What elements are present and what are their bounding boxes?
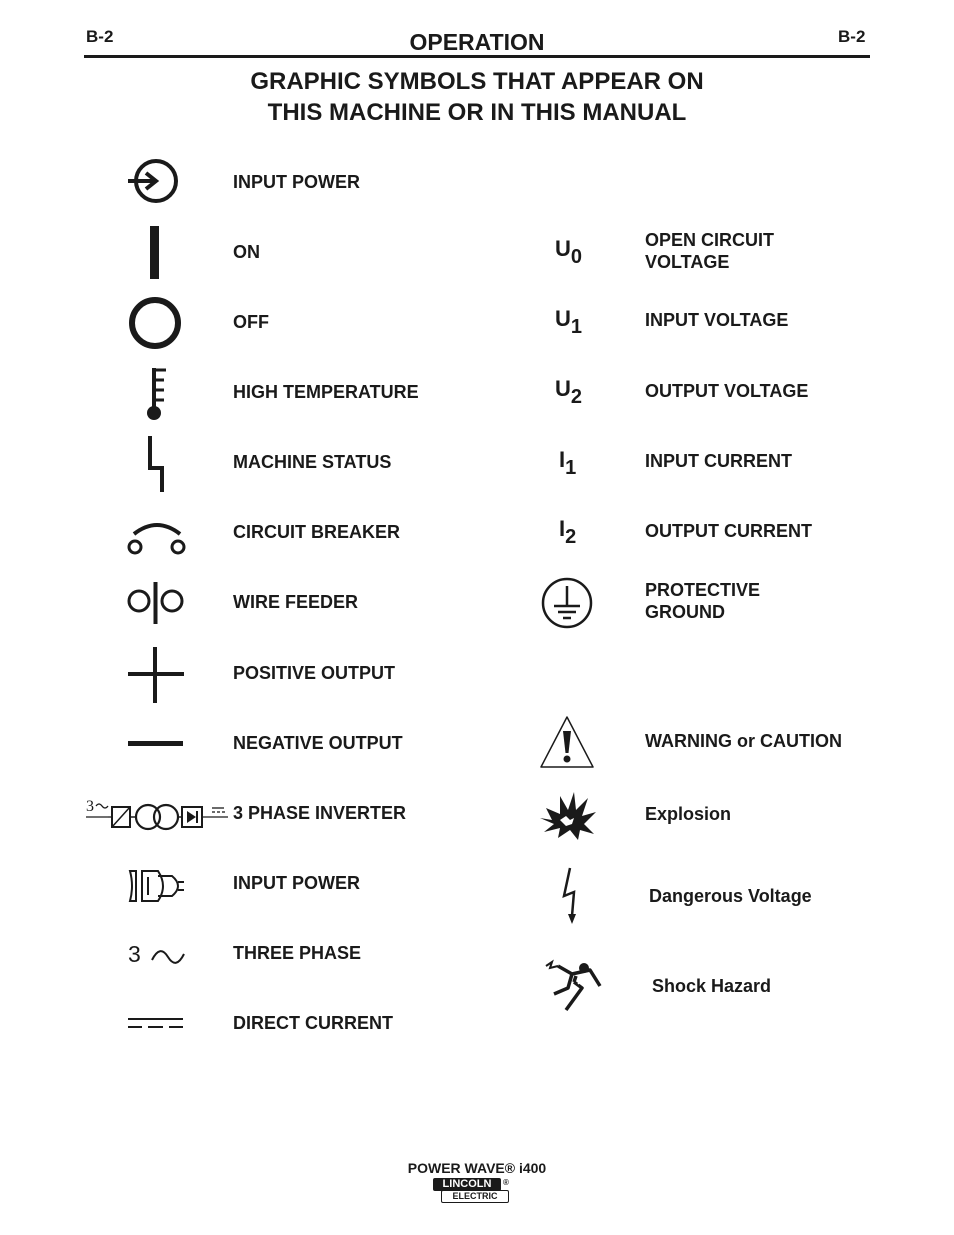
page-number-right: B-2 [838,27,866,46]
header-rule [84,55,870,58]
high-temperature-icon [142,366,172,422]
symbol-label: OUTPUT VOLTAGE [645,381,809,401]
symbol-label-line-2: GROUND [645,602,725,622]
symbol-label: 3 PHASE INVERTER [233,803,407,823]
symbol-label: Shock Hazard [652,976,772,996]
symbol-label: NEGATIVE OUTPUT [233,733,403,753]
symbol-letter: U [555,306,571,331]
three-phase-icon [126,940,190,972]
three-phase-inverter-icon [84,798,230,834]
symbol-subscript: 1 [565,457,577,479]
symbol-subscript: 2 [570,386,583,408]
symbol-label: MACHINE STATUS [233,452,392,472]
symbol-label: WIRE FEEDER [233,592,359,612]
symbol-letter: I [559,516,566,541]
input-current-symbol [559,449,576,479]
input-voltage-symbol [555,308,582,338]
explosion-icon [538,790,598,842]
symbol-label: INPUT POWER [233,873,361,893]
symbol-label: THREE PHASE [233,943,362,963]
product-name: POWER WAVE® i400 [407,1160,547,1176]
protective-ground-icon [540,576,594,630]
symbol-label: ON [233,242,260,262]
symbol-label: INPUT CURRENT [645,451,792,471]
direct-current-icon [128,1016,184,1030]
symbol-label: HIGH TEMPERATURE [233,382,419,402]
symbol-label: INPUT VOLTAGE [645,310,789,330]
symbol-label: Explosion [645,804,732,824]
logo-bottom-text: ELECTRIC [441,1190,509,1203]
shock-hazard-icon [544,958,604,1014]
symbol-label-line-2: VOLTAGE [645,252,730,272]
logo-top-text: LINCOLN [433,1178,501,1191]
circuit-breaker-icon [126,522,188,556]
symbol-label: OFF [233,312,269,332]
page-title [0,66,954,128]
symbol-label: WARNING or CAUTION [645,731,842,751]
output-current-symbol [559,518,576,548]
three-phase-inverter-glyph: 3 [86,798,94,815]
symbol-label [645,579,760,623]
page-number-left: B-2 [86,27,114,46]
symbol-label-line-1: PROTECTIVE [645,580,761,600]
warning-icon [538,714,596,770]
section-title: OPERATION [409,29,545,55]
symbol-letter: I [559,447,566,472]
symbol-subscript: 2 [565,526,577,548]
symbol-letter: U [555,376,571,401]
page-title-line-1: GRAPHIC SYMBOLS THAT APPEAR ON [250,68,704,95]
symbol-label: CIRCUIT BREAKER [233,522,401,542]
positive-output-icon [127,647,185,703]
lincoln-electric-logo [433,1178,511,1205]
symbol-label: DIRECT CURRENT [233,1013,393,1033]
negative-output-icon [128,740,184,748]
symbol-label-line-1: OPEN CIRCUIT [645,230,775,250]
three-phase-glyph: 3 [128,941,141,967]
symbol-label: OUTPUT CURRENT [645,521,812,541]
logo-registered-mark: ® [503,1178,509,1187]
open-circuit-voltage-symbol [555,238,582,268]
symbol-label: INPUT POWER [233,172,361,192]
symbol-subscript: 1 [570,316,583,338]
symbol-label [645,229,774,273]
dangerous-voltage-icon [560,866,584,926]
wire-feeder-icon [126,582,186,624]
on-icon [148,226,162,280]
page-title-line-2: THIS MACHINE OR IN THIS MANUAL [267,99,687,126]
off-icon [126,296,184,350]
symbol-subscript: 0 [570,246,583,268]
symbol-letter: U [555,236,571,261]
machine-status-icon [142,436,172,494]
input-power-plug-icon [126,868,186,904]
symbol-label: Dangerous Voltage [649,886,812,906]
symbol-label: POSITIVE OUTPUT [233,663,396,683]
input-power-icon [126,158,186,204]
output-voltage-symbol [555,378,582,408]
